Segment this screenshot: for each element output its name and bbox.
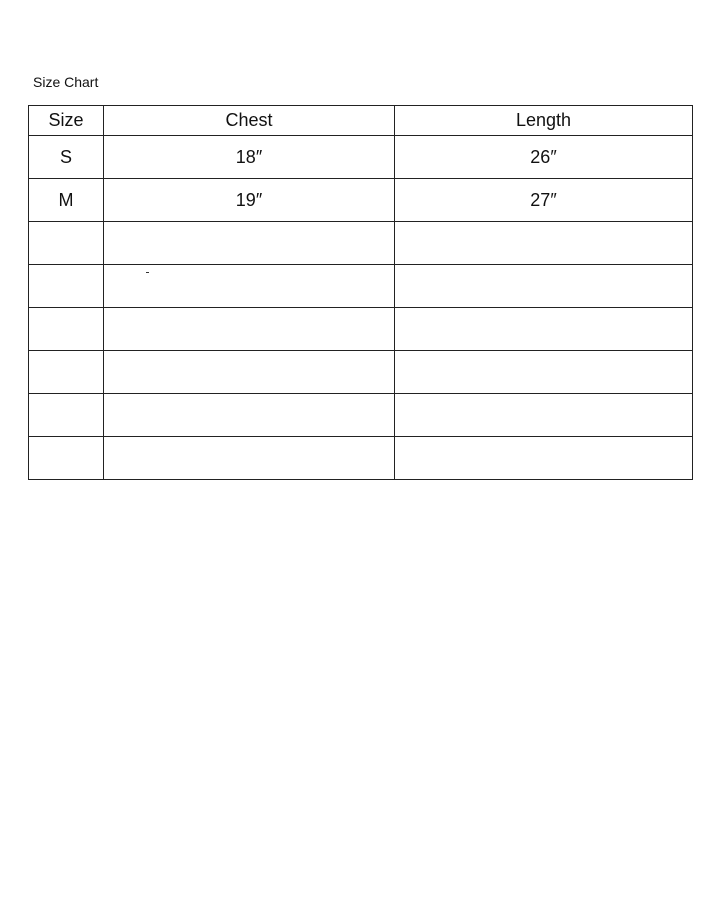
- column-header-chest: Chest: [104, 106, 395, 136]
- chest-cell: [104, 394, 395, 437]
- table-row: [29, 179, 693, 222]
- size-cell: [29, 265, 104, 308]
- table-header-row: [29, 106, 693, 136]
- chest-cell: [104, 222, 395, 265]
- table-row: [29, 222, 693, 265]
- chest-cell: 18″: [104, 136, 395, 179]
- chest-cell: 19″: [104, 179, 395, 222]
- table-row: [29, 265, 693, 308]
- column-header-size: Size: [29, 106, 104, 136]
- size-cell: [29, 394, 104, 437]
- size-cell: [29, 437, 104, 480]
- length-cell: [395, 222, 693, 265]
- size-cell: S: [29, 136, 104, 179]
- column-header-length: Length: [395, 106, 693, 136]
- stray-dash-mark: [146, 272, 149, 273]
- length-cell: [395, 394, 693, 437]
- chest-cell: [104, 265, 395, 308]
- length-cell: [395, 265, 693, 308]
- chest-cell: [104, 437, 395, 480]
- size-chart-table: [28, 105, 693, 480]
- length-cell: 26″: [395, 136, 693, 179]
- size-cell: M: [29, 179, 104, 222]
- chest-cell: [104, 308, 395, 351]
- table-row: [29, 394, 693, 437]
- length-cell: 27″: [395, 179, 693, 222]
- length-cell: [395, 351, 693, 394]
- size-cell: [29, 222, 104, 265]
- length-cell: [395, 308, 693, 351]
- table-row: [29, 308, 693, 351]
- chest-cell: [104, 351, 395, 394]
- size-cell: [29, 308, 104, 351]
- table-row: [29, 351, 693, 394]
- length-cell: [395, 437, 693, 480]
- page-title: Size Chart: [33, 74, 99, 90]
- table-row: [29, 437, 693, 480]
- table-row: [29, 136, 693, 179]
- size-cell: [29, 351, 104, 394]
